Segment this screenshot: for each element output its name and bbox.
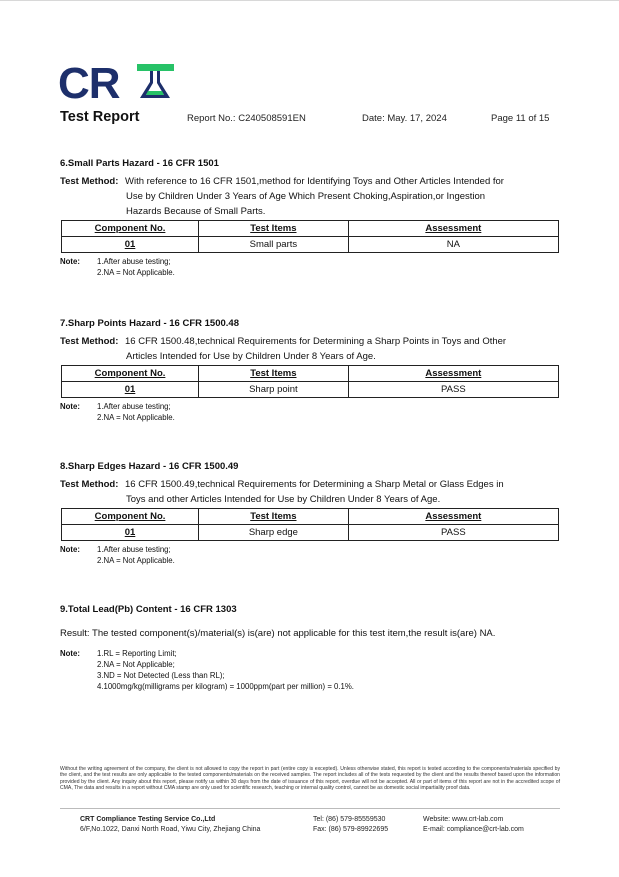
section-sharp-edges <box>60 461 560 566</box>
header-component-no: Component No. <box>62 509 199 525</box>
svg-text:CR: CR <box>58 60 120 102</box>
footer-tel: Tel: (86) 579-85559530 <box>313 816 386 823</box>
section-title: 9.Total Lead(Pb) Content - 16 CFR 1303 <box>60 604 237 615</box>
footer-phone-block <box>313 815 388 835</box>
crt-logo <box>58 60 176 102</box>
cell-test-item: Sharp edge <box>199 525 349 541</box>
result-text: Result: The tested component(s)/material(s) is(are) not applicable for this test item,the result is(are) NA. <box>60 628 496 639</box>
cell-assessment: PASS <box>348 525 558 541</box>
note-block <box>60 256 560 278</box>
section-total-lead <box>60 604 560 692</box>
cell-component-no: 01 <box>62 237 199 253</box>
note-label: Note: <box>60 402 80 411</box>
note-label: Note: <box>60 649 80 658</box>
test-method-line: With reference to 16 CFR 1501,method for Identifying Toys and Other Articles Intended for <box>125 176 504 187</box>
table-header-row <box>62 509 559 525</box>
test-method-line: 16 CFR 1500.48,technical Requirements for Determining a Sharp Points in Toys and Other <box>125 336 507 347</box>
header-test-items: Test Items <box>199 221 349 237</box>
results-table <box>61 508 559 541</box>
cell-assessment: PASS <box>348 382 558 398</box>
table-row <box>62 525 559 541</box>
table-row <box>62 237 559 253</box>
table-header-row <box>62 221 559 237</box>
cell-component-no: 01 <box>62 525 199 541</box>
test-method <box>60 477 560 507</box>
header-assessment: Assessment <box>348 221 558 237</box>
note-block <box>60 544 560 566</box>
test-method <box>60 174 560 219</box>
note-item: 1.After abuse testing; <box>97 257 171 266</box>
test-method-line: 16 CFR 1500.49,technical Requirements for Determining a Sharp Metal or Glass Edges in <box>125 479 504 490</box>
test-method <box>60 334 560 364</box>
section-small-parts <box>60 158 560 278</box>
header-component-no: Component No. <box>62 221 199 237</box>
results-table <box>61 365 559 398</box>
footer-fax: Fax: (86) 579-89922695 <box>313 826 389 833</box>
results-table <box>61 220 559 253</box>
test-method-label: Test Method: <box>60 479 119 490</box>
footer-address: 6/F,No.1022, Danxi North Road, Yiwu City, Zhejiang China <box>80 826 261 833</box>
note-item: 1.After abuse testing; <box>97 402 171 411</box>
report-number: Report No.: C240508591EN <box>187 113 306 124</box>
cell-test-item: Small parts <box>199 237 349 253</box>
note-item: 4.1000mg/kg(milligrams per kilogram) = 1000ppm(part per million) = 0.1%. <box>97 682 354 691</box>
note-label: Note: <box>60 545 80 554</box>
note-item: 3.ND = Not Detected (Less than RL); <box>97 671 225 680</box>
footer-divider <box>60 808 560 809</box>
cell-assessment: NA <box>348 237 558 253</box>
test-method-line: Hazards Because of Small Parts. <box>126 206 266 217</box>
section-title: 6.Small Parts Hazard - 16 CFR 1501 <box>60 158 219 169</box>
page-number: Page 11 of 15 <box>491 113 550 124</box>
header-component-no: Component No. <box>62 366 199 382</box>
note-block <box>60 648 560 692</box>
footer-email[interactable]: E-mail: compliance@crt-lab.com <box>423 826 524 833</box>
cell-test-item: Sharp point <box>199 382 349 398</box>
footer-company-name: CRT Compliance Testing Service Co.,Ltd <box>80 816 216 823</box>
test-method-line: Use by Children Under 3 Years of Age Which Present Choking,Aspiration,or Ingestion <box>126 191 486 202</box>
test-method-line: Toys and other Articles Intended for Use by Children Under 8 Years of Age. <box>126 494 441 505</box>
header-assessment: Assessment <box>348 366 558 382</box>
test-method-label: Test Method: <box>60 336 119 347</box>
section-title: 8.Sharp Edges Hazard - 16 CFR 1500.49 <box>60 461 239 472</box>
note-block <box>60 401 560 423</box>
note-item: 2.NA = Not Applicable. <box>97 556 175 565</box>
section-title: 7.Sharp Points Hazard - 16 CFR 1500.48 <box>60 318 239 329</box>
cell-component-no: 01 <box>62 382 199 398</box>
report-title: Test Report <box>60 109 140 125</box>
header-test-items: Test Items <box>199 509 349 525</box>
note-item: 2.NA = Not Applicable; <box>97 660 175 669</box>
test-method-label: Test Method: <box>60 176 119 187</box>
footer-company-block <box>80 815 260 835</box>
note-item: 1.After abuse testing; <box>97 545 171 554</box>
note-item: 2.NA = Not Applicable. <box>97 268 175 277</box>
footer-website[interactable]: Website: www.crt-lab.com <box>423 816 504 823</box>
table-header-row <box>62 366 559 382</box>
header-assessment: Assessment <box>348 509 558 525</box>
test-method-line: Articles Intended for Use by Children Under 8 Years of Age. <box>126 351 376 362</box>
note-item: 2.NA = Not Applicable. <box>97 413 175 422</box>
section-sharp-points <box>60 318 560 423</box>
note-label: Note: <box>60 257 80 266</box>
top-rule <box>0 0 619 1</box>
table-row <box>62 382 559 398</box>
footer-web-block <box>423 815 524 835</box>
report-date: Date: May. 17, 2024 <box>362 113 447 124</box>
note-item: 1.RL = Reporting Limit; <box>97 649 177 658</box>
header-test-items: Test Items <box>199 366 349 382</box>
footer-disclaimer: Without the writing agreement of the company, the client is not allowed to copy the report in part (entire copy is excepted). Unless otherwise stated, this report is tested according to the components/materials specified by the client, and the test results are only applicable to the tested components/materials on the received samples. The report includes all of the tests requested by the client and the results thereof based upon the information provided by the client. Any inquiry about this report, please notify us within 30 days from the date of issuance of this report, overdue will not be accepted. All or part of items of this report are not in the accredited scope of CMA, The data and results in a report without CMA stamp are only used for scientific research, teaching or internal quality control, cannot be as domestic social impartiality proof data. <box>60 766 560 792</box>
